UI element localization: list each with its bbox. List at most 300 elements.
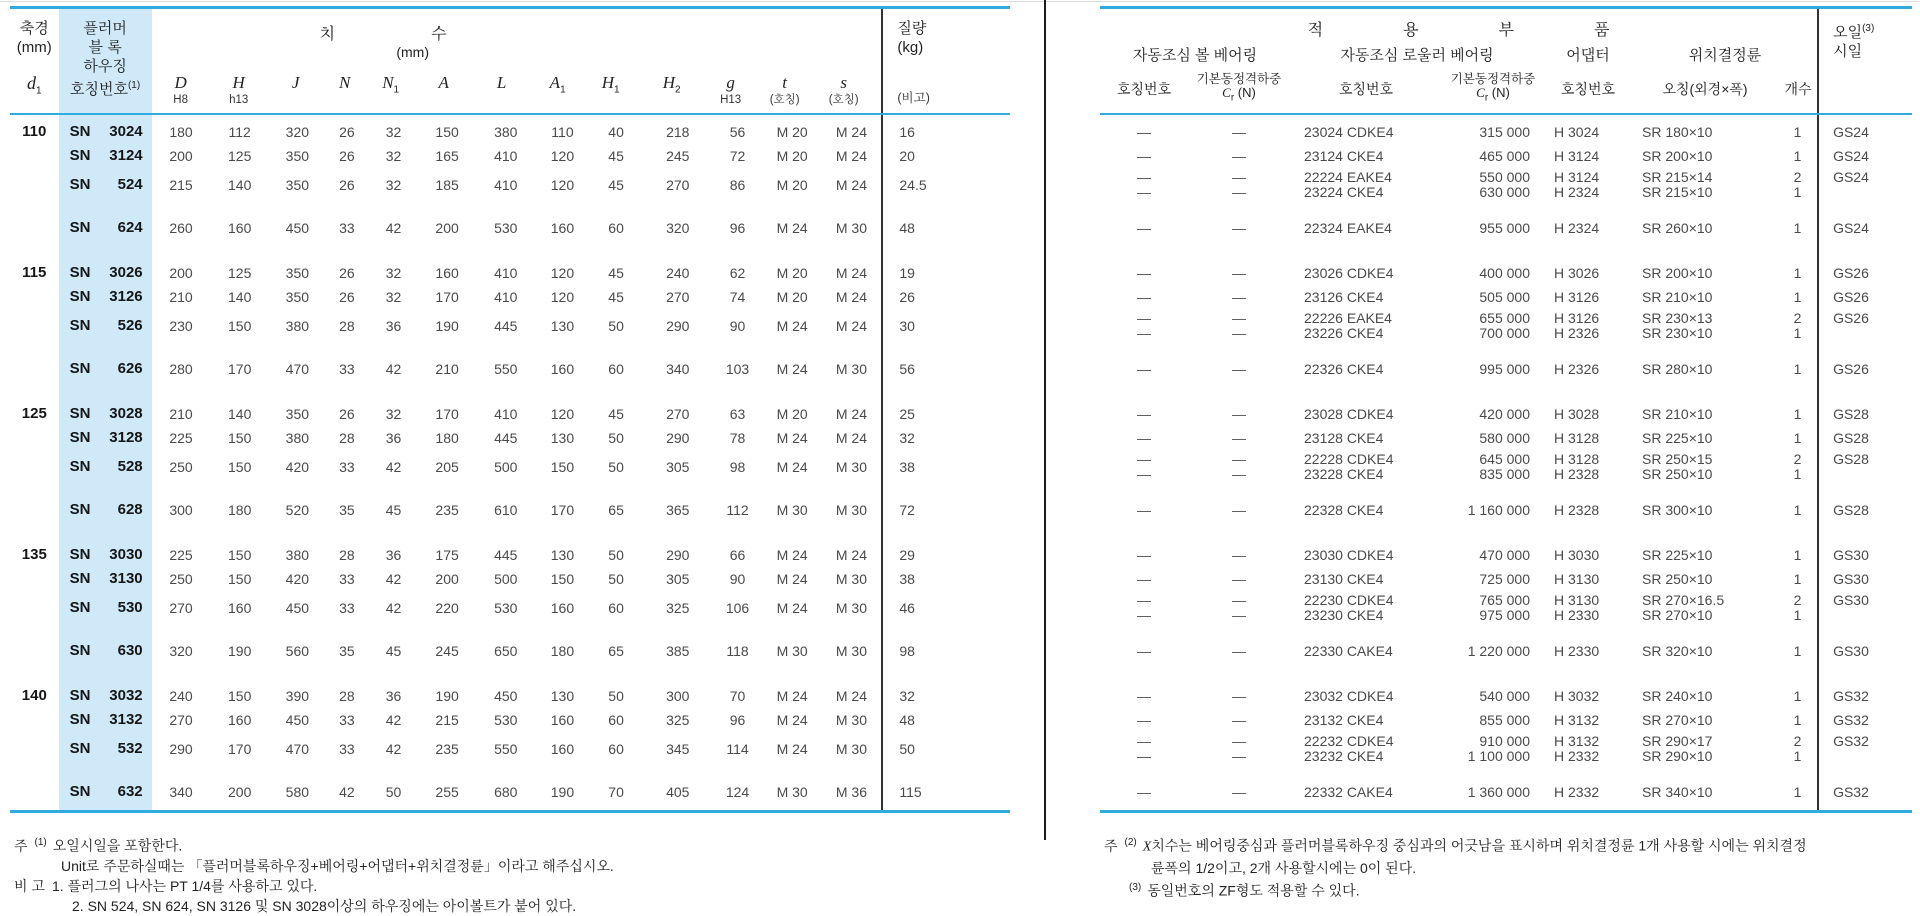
dimension-value: 50	[608, 317, 624, 334]
ball-load-rating	[1188, 309, 1290, 343]
dimension-value: M 20	[776, 405, 808, 422]
ring-quantity-line: 1	[1793, 570, 1802, 587]
dimension-value: 150	[228, 546, 252, 563]
roller-bearing-number-line: 22224 EAKE4	[1304, 168, 1392, 185]
dimension-value: 50	[608, 429, 624, 446]
dimension-value: 110	[551, 123, 574, 140]
adapter-number-line: H 2330	[1554, 606, 1600, 623]
symbol: H	[232, 72, 245, 92]
adapter-number	[1544, 120, 1632, 144]
mass-value: 50	[882, 732, 1010, 766]
sn-prefix: SN	[69, 405, 91, 422]
ball-bearing-number	[1100, 543, 1188, 567]
symbol: J	[291, 72, 300, 92]
dimension-value: 160	[550, 740, 575, 757]
mass-value: 16	[882, 120, 1010, 144]
mass-value: 24.5	[882, 168, 1010, 202]
dimension-symbols-row	[152, 73, 882, 108]
dimension-value: 250	[169, 570, 193, 587]
dimension-value: 45	[608, 176, 624, 193]
parts-row	[1100, 780, 1912, 804]
sn-number: 3126	[109, 288, 143, 305]
dimension-value: 96	[729, 711, 746, 728]
spacer	[882, 240, 1010, 261]
locating-ring	[1632, 216, 1778, 240]
dimension-value: 450	[285, 599, 310, 616]
parts-row	[1100, 450, 1912, 484]
adapter-number	[1544, 216, 1632, 240]
roller-load-rating-line: 700 000	[1479, 324, 1530, 341]
dimensions-title: 치 수	[319, 26, 447, 43]
sn-prefix: SN	[69, 360, 91, 377]
dimension-value: 45	[608, 288, 624, 305]
ball-load-rating-line: —	[1232, 324, 1246, 341]
roller-bearing-number-line: 23226 CKE4	[1304, 324, 1384, 341]
dimension-value: 345	[666, 740, 690, 757]
dimension-value: 60	[608, 740, 624, 757]
dimension-value: 124	[725, 783, 750, 800]
ring-quantity-line: 2	[1793, 168, 1802, 185]
oil-seal-value	[1818, 261, 1912, 285]
spacer-row	[1100, 381, 1912, 402]
symbol: A	[438, 72, 449, 92]
roller-load-rating-line: 315 000	[1479, 123, 1530, 140]
ring-quantity	[1778, 639, 1818, 663]
dimension-value: 190	[435, 687, 459, 704]
roller-load-rating	[1442, 780, 1544, 804]
locating-ring-line: SR 300×10	[1642, 501, 1713, 518]
dimension-value: M 30	[835, 740, 867, 757]
ring-quantity-line: 1	[1793, 429, 1802, 446]
sn-prefix: SN	[69, 147, 91, 164]
ball-bearing-number	[1100, 426, 1188, 450]
symbol: $H_2$	[662, 72, 681, 95]
dimension-row	[10, 732, 1010, 766]
oil-seal-line: GS30	[1833, 642, 1869, 659]
ball-load-rating-line: —	[1232, 147, 1246, 164]
ball-bearing-number	[1100, 708, 1188, 732]
dim-symbol-n1	[366, 73, 416, 108]
spacer	[152, 766, 883, 780]
ball-load-rating-line: —	[1232, 732, 1246, 749]
dimension-row	[10, 168, 1010, 202]
housing-number-value	[59, 567, 152, 591]
dimensions-unit: (mm)	[396, 44, 429, 60]
dimension-value: M 24	[776, 219, 808, 236]
dimension-value: 180	[435, 429, 459, 446]
locating-ring-line: SR 270×16.5	[1642, 591, 1725, 608]
dimension-value: 45	[385, 642, 402, 659]
ring-quantity-line: 2	[1793, 450, 1802, 467]
dimension-value: 165	[435, 147, 459, 164]
locating-ring	[1632, 567, 1778, 591]
shaft-diameter-value	[10, 732, 59, 766]
ball-load-rating	[1188, 732, 1290, 766]
spacer-row	[1100, 343, 1912, 357]
ring-quantity	[1778, 426, 1818, 450]
ball-load-rating-line: —	[1232, 360, 1246, 377]
adapter-group-label: 어댑터	[1566, 46, 1610, 64]
roller-bearing-number-line: 22228 CDKE4	[1304, 450, 1394, 467]
dimension-value: M 36	[835, 783, 867, 800]
adapter-number	[1544, 144, 1632, 168]
roller-bearing-number-line: 23130 CKE4	[1304, 570, 1384, 587]
adapter-number	[1544, 567, 1632, 591]
housing-dimensions-table	[10, 6, 1010, 813]
ball-bearing-group-label: 자동조심 볼 베어링	[1132, 46, 1258, 64]
adapter-number	[1544, 708, 1632, 732]
tolerance	[366, 93, 416, 108]
dimension-value: 160	[550, 711, 575, 728]
mass-note-label: (비고)	[897, 90, 930, 105]
parts-row	[1100, 684, 1912, 708]
dimension-value: M 30	[835, 570, 867, 587]
dimension-value: 32	[385, 405, 402, 422]
ball-bearing-number-line: —	[1137, 147, 1151, 164]
dimension-value: M 30	[835, 642, 867, 659]
dimension-value: 32	[385, 176, 402, 193]
dimension-row	[10, 567, 1010, 591]
oil-seal-value	[1818, 120, 1912, 144]
locating-ring-line: SR 270×10	[1642, 711, 1713, 728]
spacer	[10, 804, 59, 812]
sn-number: 630	[117, 642, 143, 659]
dimension-value: 32	[385, 123, 402, 140]
roller-load-rating-line: 505 000	[1479, 288, 1530, 305]
ring-quantity	[1778, 708, 1818, 732]
ring-size-label: 오칭(외경×폭)	[1662, 81, 1748, 97]
sn-number: 626	[117, 360, 143, 377]
housing-number-header: 플러머 블 록 하우징 호칭번호$^{(1)}$	[59, 8, 152, 114]
ring-quantity-line: 1	[1793, 360, 1802, 377]
dimension-value: M 24	[776, 546, 808, 563]
locating-ring-line: SR 180×10	[1642, 123, 1713, 140]
right-footnotes	[1104, 833, 1912, 900]
dimension-value: M 24	[835, 317, 867, 334]
dimension-value: 150	[228, 570, 252, 587]
dimension-value: 62	[729, 264, 746, 281]
shaft-diameter-value	[10, 357, 59, 381]
title-char: 부	[1498, 22, 1514, 39]
ring-quantity	[1778, 780, 1818, 804]
dimension-value: 245	[435, 642, 459, 659]
tolerance: H13	[720, 93, 742, 106]
ring-quantity-line: 1	[1793, 642, 1802, 659]
ball-load-rating-line: —	[1232, 309, 1246, 326]
locating-ring-line: SR 225×10	[1642, 429, 1713, 446]
ball-bearing-number-line: —	[1137, 429, 1151, 446]
locating-ring	[1632, 684, 1778, 708]
dimension-value: 220	[435, 599, 459, 616]
adapter-number	[1544, 498, 1632, 522]
dimension-value: 36	[385, 687, 402, 704]
sn-prefix: SN	[69, 711, 91, 728]
parts-row	[1100, 168, 1912, 202]
spacer-row	[10, 663, 1010, 684]
ball-load-rating-line: —	[1232, 783, 1246, 800]
roller-bearing-number-line: 23224 CKE4	[1304, 183, 1384, 200]
spacer-row	[10, 766, 1010, 780]
dimension-row	[10, 639, 1010, 663]
oil-seal-value	[1818, 684, 1912, 708]
ball-load-rating-line: —	[1232, 747, 1246, 764]
dimension-value: 210	[169, 288, 193, 305]
spacer	[1100, 522, 1818, 543]
ball-bearing-number	[1100, 639, 1188, 663]
dim-symbol-a1	[532, 73, 584, 108]
ring-quantity	[1778, 732, 1818, 766]
ring-quantity-line: 1	[1793, 324, 1802, 341]
shaft-diameter-value	[10, 780, 59, 804]
dimension-value: 160	[228, 599, 252, 616]
oil-seal-line: GS32	[1833, 711, 1869, 728]
ball-load-rating	[1188, 543, 1290, 567]
dimension-value: 70	[729, 687, 746, 704]
dimension-value: 170	[435, 405, 459, 422]
ball-load-rating	[1188, 498, 1290, 522]
dimension-value: 150	[435, 123, 459, 140]
spacer	[59, 484, 152, 498]
dimension-value: 260	[169, 219, 193, 236]
oil-seal-line: GS28	[1833, 450, 1869, 467]
sn-number: 524	[117, 176, 143, 193]
ball-bearing-number-line: —	[1137, 606, 1151, 623]
title-char: 적	[1307, 22, 1324, 39]
parts-row	[1100, 567, 1912, 591]
locating-ring	[1632, 402, 1778, 426]
dimension-value: 130	[550, 546, 575, 563]
ball-bearing-number-line: —	[1137, 123, 1151, 140]
dimension-value: 580	[285, 783, 310, 800]
ball-bearing-number-line: —	[1137, 747, 1151, 764]
ring-quantity-line: 1	[1793, 123, 1802, 140]
dimension-value: 160	[550, 599, 575, 616]
dimension-value: 63	[729, 405, 746, 422]
roller-bearing-number-line: 23032 CDKE4	[1304, 687, 1394, 704]
oil-seal-value	[1818, 450, 1912, 484]
dimension-value: M 20	[776, 123, 808, 140]
mass-value: 48	[882, 708, 1010, 732]
symbol: $A_1$	[549, 72, 566, 95]
roller-load-rating	[1442, 591, 1544, 625]
dimension-value: 180	[169, 123, 193, 140]
dimension-value: M 30	[835, 711, 867, 728]
adapter-number-line: H 3126	[1554, 309, 1600, 326]
spacer	[59, 202, 152, 216]
dimension-value: 72	[729, 147, 746, 164]
dimension-value: M 20	[776, 147, 808, 164]
adapter-number-line: H 3130	[1554, 591, 1600, 608]
dimension-value: 240	[169, 687, 193, 704]
roller-load-rating	[1442, 426, 1544, 450]
spacer-row	[1100, 625, 1912, 639]
dim-symbol-t	[756, 73, 814, 108]
adapter-number	[1544, 780, 1632, 804]
dimension-value: 445	[494, 546, 518, 563]
spacer	[1818, 625, 1912, 639]
adapter-number	[1544, 309, 1632, 343]
dimension-value: 112	[726, 501, 749, 518]
dimension-value: M 24	[835, 264, 867, 281]
ball-bearing-number-line: —	[1137, 687, 1151, 704]
dimension-value: 530	[494, 599, 518, 616]
dimension-value: 215	[169, 176, 193, 193]
locating-ring-line: SR 250×10	[1642, 465, 1713, 482]
dimension-value: 170	[228, 360, 252, 377]
dimension-value: 270	[666, 288, 690, 305]
dimension-value: 150	[550, 570, 575, 587]
spacer	[882, 522, 1010, 543]
ball-load-rating	[1188, 450, 1290, 484]
mass-value: 38	[882, 450, 1010, 484]
tolerance	[324, 93, 366, 108]
dimension-value: 112	[228, 123, 251, 140]
ball-load-rating	[1188, 144, 1290, 168]
ball-bearing-number	[1100, 216, 1188, 240]
sn-number: 3028	[109, 405, 143, 422]
locating-ring-line: SR 290×10	[1642, 747, 1713, 764]
dimension-value: 50	[608, 570, 624, 587]
mass-value: 72	[882, 498, 1010, 522]
roller-load-rating-line: 975 000	[1479, 606, 1530, 623]
adapter-number-line: H 2332	[1554, 783, 1600, 800]
ring-quantity	[1778, 591, 1818, 625]
spacer	[1100, 804, 1818, 812]
ball-bearing-number	[1100, 591, 1188, 625]
ball-load-rating-line: —	[1232, 288, 1246, 305]
dimension-value: 45	[608, 264, 624, 281]
tolerance	[584, 93, 638, 108]
sn-number: 3026	[109, 264, 143, 281]
dimension-value: 160	[228, 219, 252, 236]
oil-seal-line: GS24	[1833, 147, 1869, 164]
roller-load-rating-line: 1 360 000	[1467, 783, 1530, 800]
oil-seal-value	[1818, 426, 1912, 450]
locating-ring-line: SR 260×10	[1642, 219, 1713, 236]
dimension-value: 120	[550, 147, 575, 164]
dimension-value: 35	[339, 501, 355, 518]
tolerance	[472, 93, 532, 108]
remark-1: 비 고 1. 플러그의 나사는 PT 1/4를 사용하고 있다.	[14, 877, 318, 894]
adapter-number-line: H 2326	[1554, 360, 1600, 377]
dim-symbol-a	[416, 73, 472, 108]
dimension-value: 270	[666, 405, 690, 422]
locating-ring	[1632, 591, 1778, 625]
spacer	[59, 625, 152, 639]
spacer	[1818, 343, 1912, 357]
ball-bearing-number-line: —	[1137, 405, 1151, 422]
dimension-value: 45	[608, 147, 624, 164]
housing-number	[59, 570, 152, 587]
symbol: g	[726, 72, 735, 92]
spacer	[59, 522, 152, 543]
sn-number: 3124	[109, 147, 143, 164]
roller-bearing-number	[1290, 732, 1442, 766]
roller-bearing-number	[1290, 543, 1442, 567]
dimension-row	[10, 216, 1010, 240]
dimension-value: 106	[725, 599, 750, 616]
shaft-diameter-value	[10, 591, 59, 625]
dimension-row	[10, 498, 1010, 522]
roller-load-rating-line: 725 000	[1479, 570, 1530, 587]
spacer	[882, 804, 1010, 812]
locating-ring-line: SR 340×10	[1642, 783, 1713, 800]
spacer	[10, 381, 59, 402]
shaft-symbol: $d_1$	[27, 73, 42, 97]
roller-bearing-number	[1290, 567, 1442, 591]
sn-number: 526	[117, 317, 143, 334]
mass-value: 56	[882, 357, 1010, 381]
mass-value: 30	[882, 309, 1010, 343]
roller-load-rating-line: 645 000	[1479, 450, 1530, 467]
ring-quantity-line: 1	[1793, 405, 1802, 422]
adapter-number-line: H 3024	[1554, 123, 1600, 140]
ball-bearing-number	[1100, 285, 1188, 309]
housing-number	[59, 176, 152, 193]
spacer	[152, 240, 883, 261]
sn-prefix: SN	[69, 546, 91, 563]
ring-quantity	[1778, 450, 1818, 484]
dimension-value: 290	[666, 546, 690, 563]
locating-ring-line: SR 215×14	[1642, 168, 1713, 185]
sn-prefix: SN	[69, 176, 91, 193]
locating-ring	[1632, 780, 1778, 804]
spacer-row	[1100, 484, 1912, 498]
dimension-value: M 30	[835, 599, 867, 616]
spacer	[882, 484, 1010, 498]
ring-quantity-line: 1	[1793, 219, 1802, 236]
dimension-value: 33	[339, 599, 355, 616]
oil-seal-line: GS32	[1833, 732, 1869, 749]
oil-seal-value	[1818, 591, 1912, 625]
dimension-row	[10, 684, 1010, 708]
ball-load-rating	[1188, 261, 1290, 285]
dimension-value: 290	[169, 740, 193, 757]
adapter-number-line: H 3132	[1554, 711, 1600, 728]
ball-bearing-number	[1100, 780, 1188, 804]
dimension-value: 160	[550, 360, 575, 377]
housing-number	[59, 458, 152, 475]
dimension-value: 340	[666, 360, 690, 377]
spacer	[59, 381, 152, 402]
sn-prefix: SN	[69, 219, 91, 236]
roller-load-rating-line: 855 000	[1479, 711, 1530, 728]
dimension-value: 26	[339, 147, 355, 164]
spacer	[1818, 522, 1912, 543]
spacer	[1100, 240, 1818, 261]
oil-seal-line: GS24	[1833, 168, 1869, 185]
spacer	[1100, 484, 1818, 498]
dimension-value: 550	[494, 740, 518, 757]
roller-bearing-number	[1290, 144, 1442, 168]
roller-bearing-number-line: 22230 CDKE4	[1304, 591, 1394, 608]
dimension-value: 114	[726, 740, 749, 757]
dimension-value: 170	[228, 740, 252, 757]
dimension-value: 325	[666, 711, 690, 728]
dimension-value: M 24	[776, 740, 808, 757]
roller-bearing-number-line: 23124 CKE4	[1304, 147, 1384, 164]
locating-ring	[1632, 732, 1778, 766]
dim-symbol-n	[324, 73, 366, 108]
spacer	[10, 766, 59, 780]
dimension-value: 150	[228, 317, 252, 334]
sn-number: 528	[117, 458, 143, 475]
ball-bearing-number-line: —	[1137, 288, 1151, 305]
shaft-diameter-value: 135	[21, 546, 47, 563]
ball-load-rating-line: —	[1232, 570, 1246, 587]
roller-load-rating-line: 1 160 000	[1467, 501, 1530, 518]
parts-row	[1100, 309, 1912, 343]
